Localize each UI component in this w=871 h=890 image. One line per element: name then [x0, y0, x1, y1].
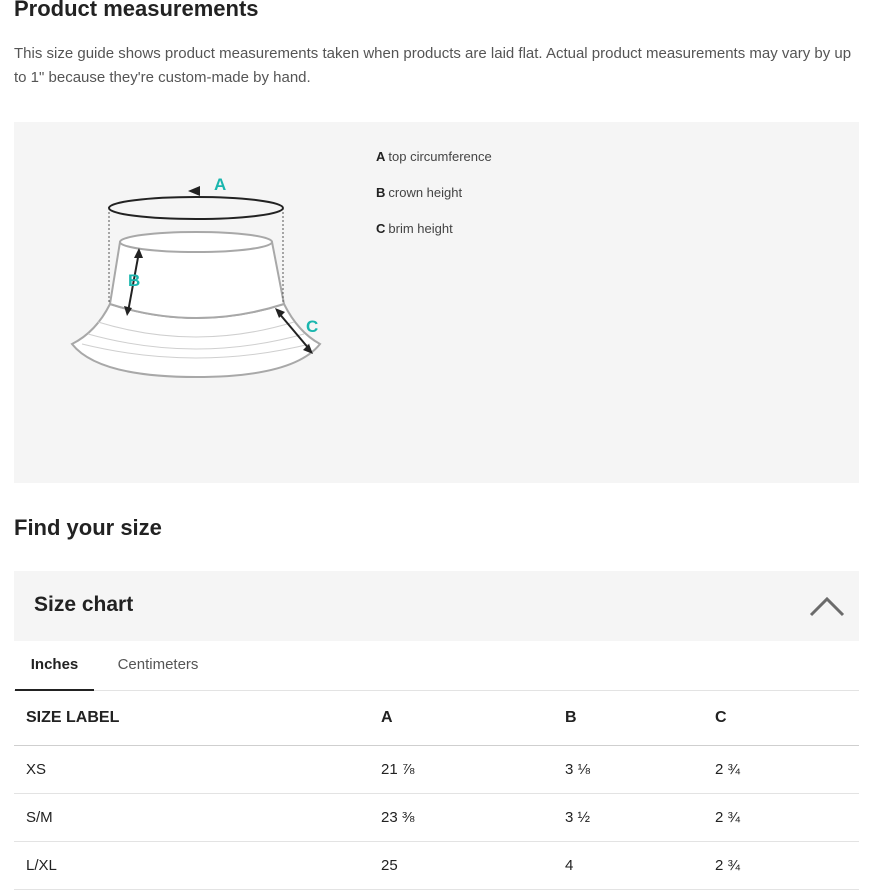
diagram-label-c: C	[306, 317, 319, 336]
column-header-a: A	[381, 690, 565, 746]
table-row	[14, 794, 859, 842]
measurement-legend	[376, 146, 492, 254]
value-cell-c: 2 ¾	[715, 746, 859, 794]
value-cell-b: 3 ⅛	[565, 746, 715, 794]
size-label-cell: S/M	[14, 794, 381, 842]
value-cell-a: 23 ⅜	[381, 794, 565, 842]
legend-item-a: A top circumference	[376, 149, 492, 164]
size-table	[14, 690, 859, 890]
diagram-label-b: B	[128, 271, 141, 290]
value-cell-b: 4	[565, 842, 715, 890]
size-label-cell: L/XL	[14, 842, 381, 890]
unit-tabs	[14, 641, 859, 691]
size-label-cell: XS	[14, 746, 381, 794]
column-header-c: C	[715, 690, 859, 746]
value-cell-a: 21 ⅞	[381, 746, 565, 794]
measurements-description: This size guide shows product measurements taken when products are laid flat. Actual product measurements may vary by up to 1" because they're custom-made by hand.	[14, 45, 852, 86]
table-row	[14, 746, 859, 794]
diagram-label-a: A	[214, 175, 227, 194]
table-header-row	[14, 690, 859, 746]
tab-centimeters[interactable]: Centimeters	[117, 656, 199, 673]
size-chart-header[interactable]	[14, 571, 859, 641]
column-header-size-label: SIZE LABEL	[14, 690, 381, 746]
measurement-diagram-panel	[14, 122, 859, 483]
tab-inches[interactable]: Inches	[15, 641, 94, 691]
value-cell-c: 2 ¾	[715, 842, 859, 890]
legend-item-b: B crown height	[376, 185, 463, 200]
size-chart-title: Size chart	[34, 593, 134, 616]
table-row	[14, 842, 859, 890]
value-cell-a: 25	[381, 842, 565, 890]
value-cell-c: 2 ¾	[715, 794, 859, 842]
chevron-up-icon[interactable]	[807, 587, 847, 623]
legend-item-c: C brim height	[376, 221, 453, 236]
value-cell-b: 3 ½	[565, 794, 715, 842]
column-header-b: B	[565, 690, 715, 746]
product-measurements-heading: Product measurements	[14, 0, 259, 21]
find-your-size-heading: Find your size	[14, 515, 162, 540]
bucket-hat-diagram	[68, 172, 328, 392]
